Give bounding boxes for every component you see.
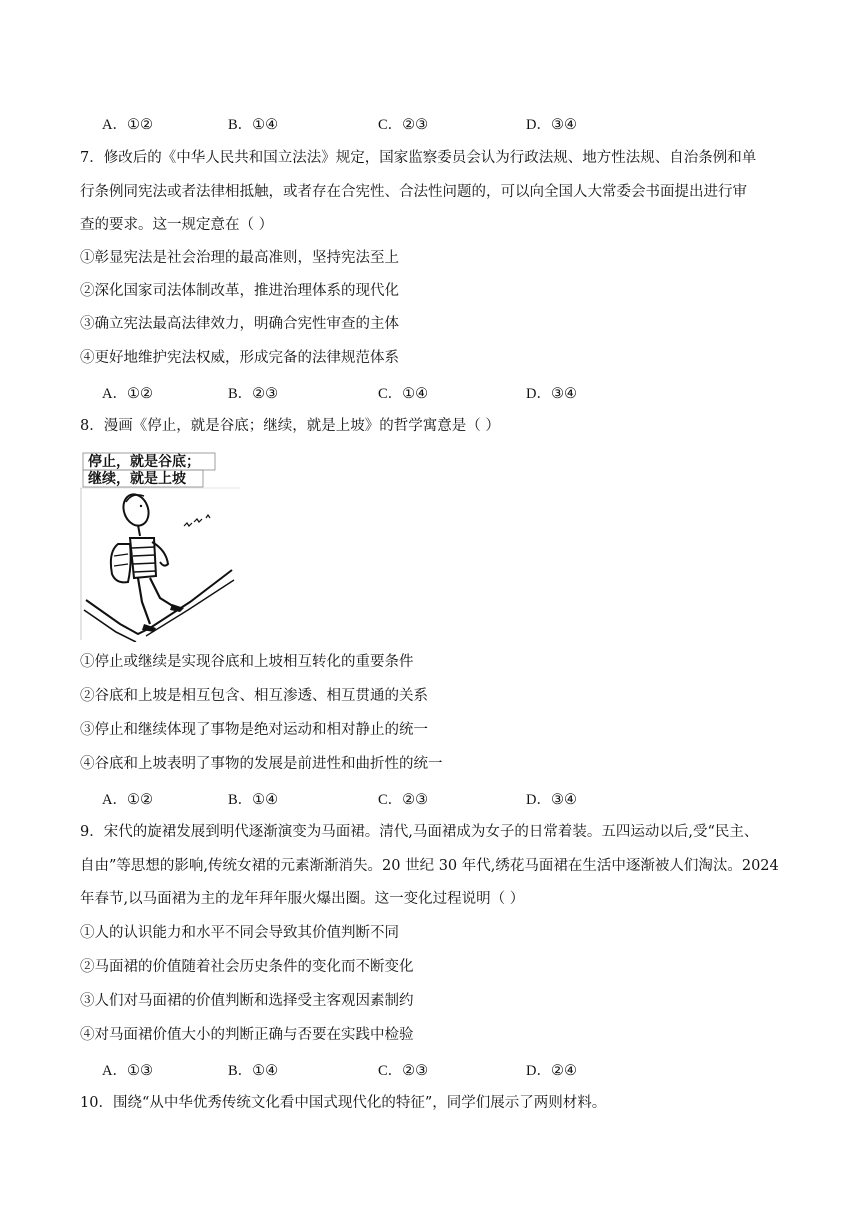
q8-statement-4: ④谷底和上坡表明了事物的发展是前进性和曲折性的统一	[80, 756, 443, 772]
q9-statement-3: ③人们对马面裙的价值判断和选择受主客观因素制约	[80, 993, 414, 1009]
q8-statement-3: ③停止和继续体现了事物是绝对运动和相对静止的统一	[80, 722, 428, 738]
q6-options	[0, 113, 860, 133]
q9-option-a: A．①③	[102, 1063, 153, 1079]
q10-stem: 10．围绕“从中华优秀传统文化看中国式现代化的特征”，同学们展示了两则材料。	[80, 1095, 607, 1111]
q7-option-b: B．②③	[228, 386, 279, 402]
q8-statement-1: ①停止或继续是实现谷底和上坡相互转化的重要条件	[80, 654, 414, 670]
q7-option-d: D．③④	[526, 386, 577, 402]
q7-statement-1: ①彰显宪法是社会治理的最高准则，坚持宪法至上	[80, 250, 399, 266]
q6-option-d: D．③④	[526, 117, 577, 133]
q8-option-d: D．③④	[526, 792, 577, 808]
q8-option-c: C．②③	[378, 792, 429, 808]
cartoon-caption-line-2: 继续，就是上坡	[88, 471, 186, 487]
q9-stem-line-1: 9．宋代的旋裙发展到明代逐渐演变为马面裙。清代,马面裙成为女子的日常着装。五四运动以后,受“民主、	[80, 824, 759, 840]
q7-option-c: C．①④	[378, 386, 429, 402]
q9-statement-4: ④对马面裙价值大小的判断正确与否要在实践中检验	[80, 1027, 414, 1043]
q6-option-c: C．②③	[378, 117, 429, 133]
q7-option-a: A．①②	[102, 386, 153, 402]
q9-options	[0, 1059, 860, 1079]
q7-statement-4: ④更好地维护宪法权威，形成完备的法律规范体系	[80, 350, 399, 366]
q9-option-c: C．②③	[378, 1063, 429, 1079]
q8-option-a: A．①②	[102, 792, 153, 808]
q9-statement-1: ①人的认识能力和水平不同会导致其价值判断不同	[80, 925, 399, 941]
q7-stem-line-1: 7．修改后的《中华人民共和国立法法》规定，国家监察委员会认为行政法规、地方性法规、自治条例和单	[80, 150, 757, 166]
q8-options	[0, 788, 860, 808]
q6-option-b: B．①④	[228, 117, 279, 133]
q7-stem-line-3: 查的要求。这一规定意在（ ）	[80, 217, 274, 233]
q6-option-a: A．①②	[102, 117, 153, 133]
q8-option-b: B．①④	[228, 792, 279, 808]
q8-statement-2: ②谷底和上坡是相互包含、相互渗透、相互贯通的关系	[80, 688, 428, 704]
q9-option-d: D．②④	[526, 1063, 577, 1079]
q7-statement-3: ③确立宪法最高法律效力，明确合宪性审查的主体	[80, 316, 399, 332]
q7-statement-2: ②深化国家司法体制改革，推进治理体系的现代化	[80, 283, 399, 299]
q9-stem-line-3: 年春节,以马面裙为主的龙年拜年服火爆出圈。这一变化过程说明（ ）	[80, 891, 525, 907]
q9-option-b: B．①④	[228, 1063, 279, 1079]
q8-stem: 8．漫画《停止，就是谷底；继续，就是上坡》的哲学寓意是（ ）	[80, 418, 500, 434]
q7-options	[0, 382, 860, 402]
cartoon-caption-line-1: 停止，就是谷底；	[88, 454, 200, 470]
q8-cartoon	[80, 452, 240, 642]
q7-stem-line-2: 行条例同宪法或者法律相抵触，或者存在合宪性、合法性问题的，可以向全国人大常委会书面提出进行审	[80, 184, 747, 200]
q9-statement-2: ②马面裙的价值随着社会历史条件的变化而不断变化	[80, 959, 414, 975]
q9-stem-line-2: 自由”等思想的影响,传统女裙的元素渐渐消失。20 世纪 30 年代,绣花马面裙在生活中逐渐被人们淘汰。2024	[80, 858, 779, 874]
